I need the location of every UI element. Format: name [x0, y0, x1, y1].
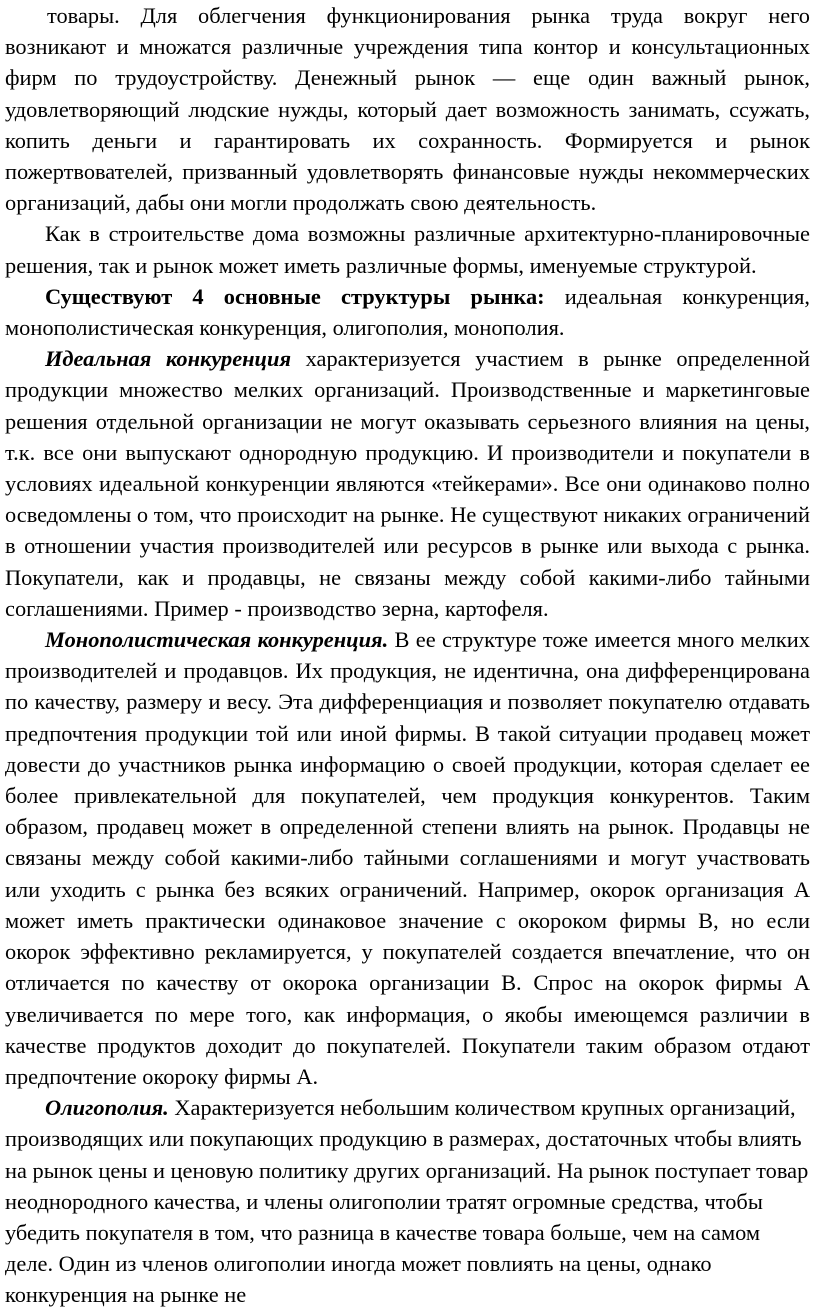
paragraph-lead-term: Олигополия.	[45, 1095, 169, 1121]
paragraph-text: идеальная конкуренция, монополистическая конкуренция, олигополия, монополия.	[5, 283, 810, 341]
paragraph-lead-bold: Существуют 4 основные структуры рынка:	[45, 283, 545, 309]
paragraph-labor-money-markets	[5, 0, 810, 218]
paragraph-perfect-competition	[5, 343, 810, 624]
paragraph-text: Характеризуется небольшим количеством крупных организаций, производящих или покупающих продукцию в размерах, достаточных чтобы влиять на рынок цены и ценовую политику других организаций. На рынок поступает товар неоднородного качества, и члены олигополии тратят огромные средства, чтобы убедить покупателя в том, что разница в качестве товара больше, чем на самом деле. Один из членов олигополии иногда может повлиять на цены, однако конкуренция на рынке не	[5, 1095, 809, 1308]
paragraph-market-structure-intro	[5, 218, 810, 280]
paragraph-text: товары. Для облегчения функционирования рынка труда вокруг него возникают и множатся различные учреждения типа контор и консультационных фирм по трудоустройству. Денежный рынок — еще один важный рынок, удовлетворяющий людские нужды, который дает возможность занимать, ссужать, копить деньги и гарантировать их сохранность. Формируется и рынок пожертвователей, призванный удовлетворять финансовые нужды некоммерческих организаций, дабы они могли продолжать свою деятельность.	[5, 3, 810, 216]
paragraph-lead-term: Идеальная конкуренция	[45, 346, 291, 372]
paragraph-text: Как в строительстве дома возможны различные архитектурно-планировочные решения, так и рынок может иметь различные формы, именуемые структурой.	[5, 221, 810, 278]
paragraph-lead-term: Монополистическая конкуренция.	[45, 627, 389, 653]
paragraph-four-structures	[5, 281, 810, 343]
paragraph-monopolistic-competition	[5, 624, 810, 1092]
paragraph-text: характеризуется участием в рынке определенной продукции множество мелких организаций. Производственные и маркетинговые решения отдельной организации не могут оказывать серьезного влияния на цены, т.к. все они выпускают однородную продукцию. И производители и покупатели в условиях идеальной конкуренции являются «тейкерами». Все они одинаково полно осведомлены о том, что происходит на рынке. Не существуют никаких ограничений в отношении участия производителей или ресурсов в рынке или выхода с рынка. Покупатели, как и продавцы, не связаны между собой какими-либо тайными соглашениями. Пример - производство зерна, картофеля.	[5, 346, 810, 621]
paragraph-oligopoly	[5, 1092, 810, 1310]
paragraph-text: В ее структуре тоже имеется много мелких производителей и продавцов. Их продукция, не идентична, она дифференцирована по качеству, размеру и весу. Эта дифференциация и позволяет покупателю отдавать предпочтения продукции той или иной фирмы. В такой ситуации продавец может довести до участников рынка информацию о своей продукции, которая сделает ее более привлекательной для покупателей, чем продукция конкурентов. Таким образом, продавец может в определенной степени влиять на рынок. Продавцы не связаны между собой какими-либо тайными соглашениями и могут участвовать или уходить с рынка без всяких ограничений. Например, окорок организация А может иметь практически одинаковое значение с окороком фирмы В, но если окорок эффективно рекламируется, у покупателей создается впечатление, что он отличается по качеству от окорока организации В. Спрос на окорок фирмы А увеличивается по мере того, как информация, о якобы имеющемся различии в качестве продуктов доходит до покупателей. Покупатели таким образом отдают предпочтение окороку фирмы А.	[5, 627, 810, 1089]
